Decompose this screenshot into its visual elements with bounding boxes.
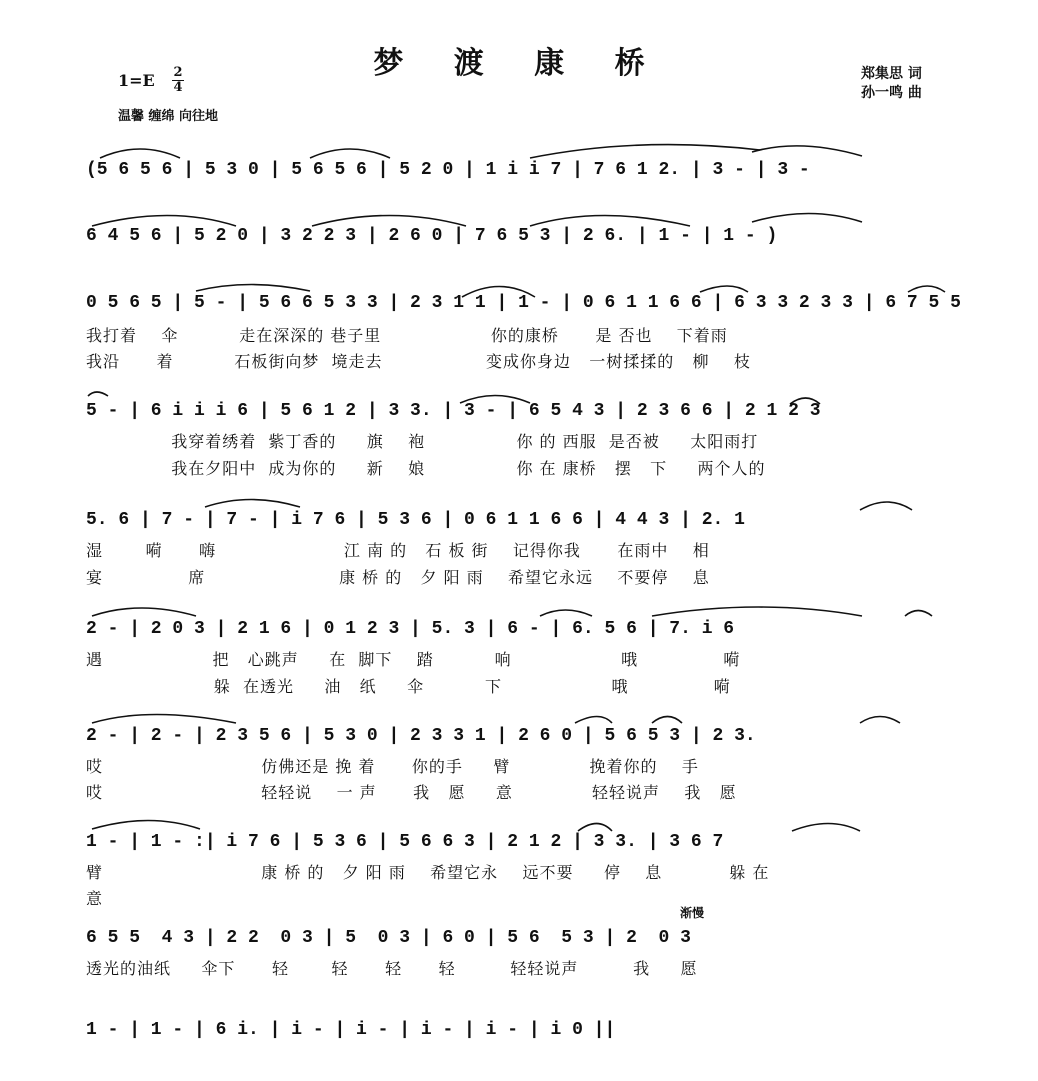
slur-arc	[92, 821, 200, 830]
lyric-verse-1: 我打着 伞 走在深深的 巷子里 你的康桥 是 否也 下着雨	[86, 326, 728, 345]
notation-line: 6 4 5 6 | 5 2 0 | 3 2 2 3 | 2 6 0 | 7 6 5 3 | 2 6. | 1 - | 1 - )	[86, 226, 778, 246]
slur-arc	[530, 145, 760, 158]
slur-arc	[905, 611, 932, 617]
lyric-verse-2: 我在夕阳中 成为你的 新 娘 你 在 康桥 摆 下 两个人的	[86, 459, 766, 478]
lyric-verse-2: 我沿 着 石板街向梦 境走去 变成你身边 一树揉揉的 柳 枝	[86, 352, 751, 371]
notation-line: 2 - | 2 - | 2 3 5 6 | 5 3 0 | 2 3 3 1 | 2 6 0 | 5 6 5 3 | 2 3.	[86, 726, 756, 746]
lyric-verse-2: 意	[86, 889, 104, 908]
slur-arc	[700, 286, 748, 292]
lyric-verse-2: 哎 轻轻说 一 声 我 愿 意 轻轻说声 我 愿	[86, 783, 737, 802]
notation-line: 5. 6 | 7 - | 7 - | i 7 6 | 5 3 6 | 0 6 1 1 6 6 | 4 4 3 | 2. 1	[86, 510, 745, 530]
slur-arc	[312, 216, 466, 227]
time-signature-bottom: 4	[173, 80, 183, 95]
lyric-verse-1: 哎 仿佛还是 挽 着 你的手 臂 挽着你的 手	[86, 757, 699, 776]
slur-arc	[88, 392, 108, 396]
slur-arc	[908, 286, 945, 292]
song-title: 梦 渡 康 桥	[373, 46, 665, 81]
slur-arc	[462, 287, 535, 298]
slur-arc	[792, 824, 860, 832]
slur-arc	[196, 285, 310, 292]
notation-line: 5 - | 6 i i i 6 | 5 6 1 2 | 3 3. | 3 - | 6 5 4 3 | 2 3 6 6 | 2 1 2 3	[86, 401, 821, 421]
slur-arc	[460, 396, 530, 404]
slur-arc	[752, 146, 862, 156]
slur-arc	[310, 149, 390, 158]
notation-line: 0 5 6 5 | 5 - | 5 6 6 5 3 3 | 2 3 1 1 | 1 - | 0 6 1 1 6 6 | 6 3 3 2 3 3 | 6 7 5 5	[86, 293, 961, 313]
composer-credit: 孙一鸣 曲	[861, 85, 922, 101]
slur-arc	[652, 717, 682, 724]
slur-arc	[92, 715, 236, 724]
rit-marking: 渐慢	[680, 906, 705, 920]
lyric-verse-1: 遇 把 心跳声 在 脚下 踏 响 哦 嗬	[86, 650, 741, 669]
slur-arc	[205, 500, 300, 508]
slur-arc	[578, 824, 612, 832]
lyric-verse-1: 透光的油纸 伞下 轻 轻 轻 轻 轻轻说声 我 愿	[86, 959, 698, 978]
slur-arc	[100, 149, 180, 158]
lyric-verse-2: 躲 在透光 油 纸 伞 下 哦 嗬	[86, 677, 731, 696]
slur-arc	[752, 214, 862, 223]
notation-line: 6 5 5 4 3 | 2 2 0 3 | 5 0 3 | 6 0 | 5 6 5 3 | 2 0 3	[86, 928, 691, 948]
tempo-marking: 温馨 缠绵 向往地	[118, 109, 219, 124]
slur-arc	[575, 717, 612, 724]
slur-arc	[92, 608, 196, 616]
time-signature-top: 2	[173, 65, 183, 80]
slur-arc	[860, 717, 900, 724]
notation-line: 2 - | 2 0 3 | 2 1 6 | 0 1 2 3 | 5. 3 | 6 - | 6. 5 6 | 7. i 6	[86, 619, 735, 639]
slur-arc	[790, 398, 820, 404]
lyric-verse-1: 我穿着绣着 紫丁香的 旗 袍 你 的 西服 是否被 太阳雨打	[86, 432, 759, 451]
lyric-verse-1: 湿 嗬 嗨 江 南 的 石 板 街 记得你我 在雨中 相	[86, 541, 710, 560]
notation-line: 1 - | 1 - | 6 i. | i - | i - | i - | i - | i 0 ||	[86, 1020, 616, 1040]
slur-arc	[860, 502, 912, 510]
slur-arc	[92, 216, 236, 227]
lyric-verse-2: 宴 席 康 桥 的 夕 阳 雨 希望它永远 不要停 息	[86, 568, 710, 587]
slur-arc	[540, 610, 592, 616]
lyric-verse-1: 臂 康 桥 的 夕 阳 雨 希望它永 远不要 停 息 躲 在	[86, 863, 770, 882]
key-signature: 1=E	[118, 71, 155, 90]
notation-line: 1 - | 1 - :| i 7 6 | 5 3 6 | 5 6 6 3 | 2 1 2 | 3 3. | 3 6 7	[86, 832, 724, 852]
notation-line: (5 6 5 6 | 5 3 0 | 5 6 5 6 | 5 2 0 | 1 i i 7 | 7 6 1 2. | 3 - | 3 -	[86, 160, 810, 180]
lyricist-credit: 郑集思 词	[861, 66, 922, 82]
slur-arc	[652, 607, 862, 616]
slur-arc	[530, 216, 690, 227]
